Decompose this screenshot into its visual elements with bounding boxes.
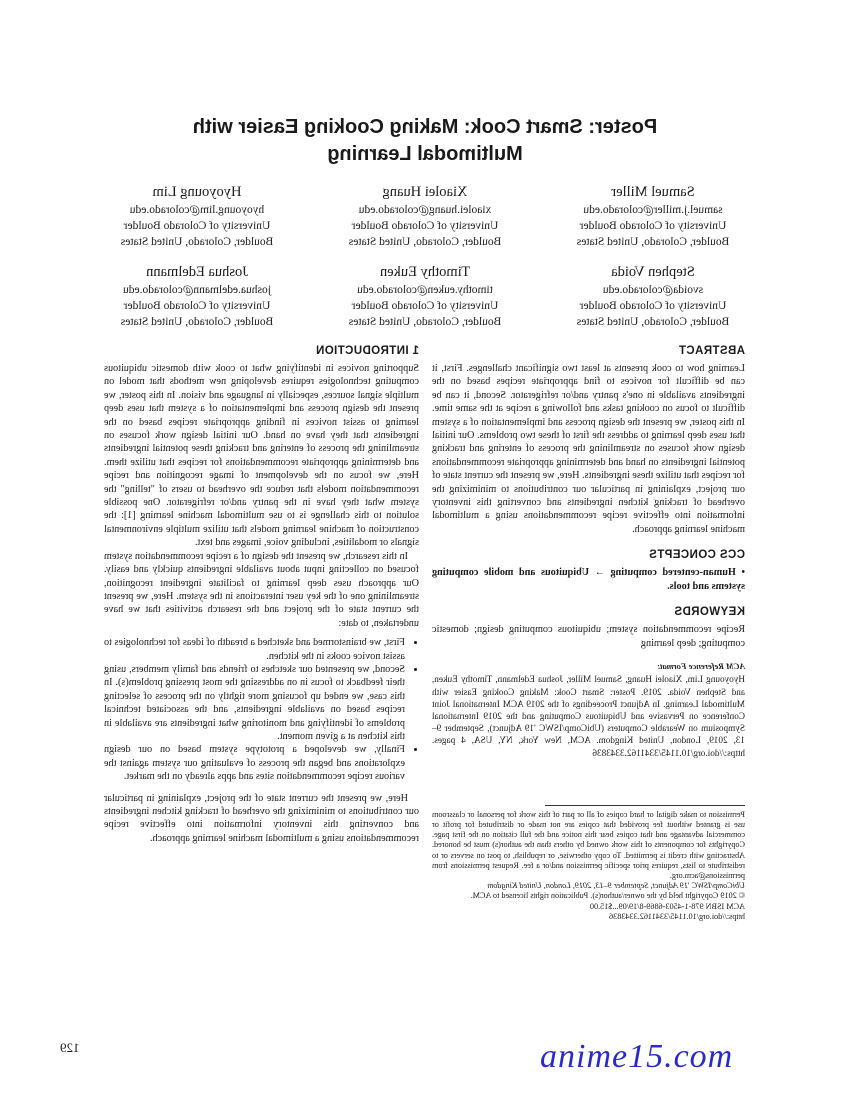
author-name: Samuel Miller [611, 184, 695, 200]
doi-line[interactable]: https://doi.org/10.1145/3341162.3343836 [609, 911, 745, 921]
list-item: • Second, we presented our sketches to friends and family members, using their feedback to focus in on addressing the most pressing problem(s). In this case, we ended up focusing more tightly on the process of selecting recipes based on available ingredients, and the associated technical problems of identifying and monitoring what ingredients are available in this kitchen at a given moment. [104, 663, 405, 743]
ccs-text: • Human-centered computing → Ubiquitous and mobile computing systems and tools. [432, 567, 745, 592]
author-name: Timothy Euken [379, 264, 471, 280]
list-item: • First, we brainstormed and sketched a breadth of ideas for technologies to assist novice cooks in the kitchen. [104, 636, 405, 663]
abstract-column [432, 344, 745, 922]
author-affiliation: University of Colorado Boulder [351, 220, 499, 232]
author-location: Boulder, Colorado, United States [120, 316, 274, 328]
author-name: Hyoyoung Lim [152, 184, 242, 200]
author-affiliation: University of Colorado Boulder [123, 300, 271, 312]
ccs-heading: CCS CONCEPTS [648, 549, 745, 562]
author-email: timothy.euken@colorado.edu [357, 284, 493, 296]
author-location: Boulder, Colorado, United States [348, 236, 502, 248]
author-email: svoida@colorado.edu [602, 284, 704, 296]
author-block [305, 263, 545, 330]
permission-block [432, 810, 745, 922]
reference-format-heading: ACM Reference Format: [657, 660, 745, 671]
abstract-text: Learning how to cook presents at least two significant challenges. First, it can be difficult for novices to find appropriate recipes based on the ingredients available in one's pantry and/or refrigerator. Second, it can be difficult to focus on cooking tasks and following a recipe at the same time. In this poster, we present the design process and implementation of a system that uses deep learning to address the first of these two problems. Our initial design work focuses on streamlining the process of entering and tracking potential ingredients on hand and determining appropriate recommendations for recipes that utilize these ingredients. Here, we present the current state of our project, explaining in particular our contributions to minimizing the overhead of tracking kitchen ingredients and converting this inventory information into effective recipe recommendations using a multimodal machine learning approach. [432, 363, 745, 535]
reference-format-text: Hyoyoung Lim, Xiaolei Huang, Samuel Miller, Joshua Edelmann, Timothy Euken, and Stephen Voida. 2019. Poster: Smart Cook: Making Cooking Easier with Multimodal Learning. In Adjunct Proceedings of the 2019 ACM International Joint Conference on Pervasive and Ubiquitous Computing and the 2019 International Symposium on Wearable Computers (UbiComp/ISWC '19 Adjunct), September 9–13, 2019, London, United Kingdom. ACM, New York, NY, USA, 4 pages. https://doi.org/10.1145/3341162.3343836 [432, 674, 745, 758]
author-email: joshua.edelmann@colorado.edu [123, 284, 271, 296]
author-email: xiaolei.huang@colorado.edu [358, 204, 492, 216]
author-name: Xiaolei Huang [382, 184, 468, 200]
author-block [77, 263, 317, 330]
author-affiliation: University of Colorado Boulder [351, 300, 499, 312]
copyright-line: © 2019 Copyright held by the owner/author(s). Publication rights licensed to ACM. [470, 891, 745, 901]
author-block [533, 183, 773, 250]
author-location: Boulder, Colorado, United States [576, 236, 730, 248]
introduction-heading: 1 INTRODUCTION [315, 345, 419, 357]
conference-line: UbiComp/ISWC '19 Adjunct, September 9–13, 2019, London, United Kingdom [487, 881, 745, 891]
abstract-heading: ABSTRACT [678, 345, 745, 357]
permission-text: Permission to make digital or hard copies of all or part of this work for personal or classroom use is granted without fee provided that copies are not made or distributed for profit or commercial advantage and that copies bear this notice and the full citation on the first page. Copyrights for components of this work owned by others than the author(s) must be honored. Abstracting with credit is permitted. To copy otherwise, or republish, to post on servers or to redistribute to lists, requires prior specific permission and/or a fee. Request permissions from permissions@acm.org. [432, 809, 745, 880]
watermark-logo: anime15.com [540, 1038, 734, 1075]
author-location: Boulder, Colorado, United States [576, 316, 730, 328]
author-block [77, 183, 317, 250]
keywords-text: Recipe recommendation system; ubiquitous computing design; domestic computing; deep learning [432, 624, 745, 649]
introduction-column [104, 344, 419, 845]
author-affiliation: University of Colorado Boulder [579, 220, 727, 232]
intro-paragraph-1: Supporting novices in identifying what to cook with domestic ubiquitous computing technologies requires developing new methods that model on multiple signal sources, especially in language and vision. In this poster, we present the design process and implementation of a system that uses deep learning to assist novices in finding appropriate recipes based on the ingredients that they have on hand. Our initial design work focuses on streamlining the process of entering and tracking these potential ingredients and determining appropriate recommendations for recipes that utilize them. Here, we focus on the development of image recognition and recipe recommendation models that reduce the overhead to users of "telling" the system what they have in the pantry and/or refrigerator. One possible solution to this challenge is to use multimodal machine learning [1]: the construction of machine learning models that utilize multiple environmental signals or modalities, including voice, images and text. [104, 363, 419, 549]
list-item: • Finally, we developed a prototype system based on our design explorations and began the process of evaluating our system against the various recipe recommendation sites and apps already on the market. [104, 743, 405, 783]
author-email: samuel.j.miller@colorado.edu [583, 204, 723, 216]
keywords-heading: KEYWORDS [674, 606, 745, 619]
author-location: Boulder, Colorado, United States [348, 316, 502, 328]
author-location: Boulder, Colorado, United States [120, 236, 274, 248]
author-block [533, 263, 773, 330]
author-name: Stephen Voida [611, 264, 695, 280]
author-affiliation: University of Colorado Boulder [579, 300, 727, 312]
author-affiliation: University of Colorado Boulder [123, 220, 271, 232]
isbn-line: ACM ISBN 978-1-4503-6869-8/19/09...$15.00 [589, 901, 745, 911]
intro-paragraph-3: Here, we present the current state of the project, explaining in particular our contributions to minimizing the overhead of tracking kitchen ingredients and converting this inventory information into effective recipe recommendations using a multimodal machine learning approach. [104, 792, 419, 844]
page-number: 129 [60, 1040, 80, 1055]
intro-paragraph-2: In this research, we present the design of a recipe recommendation system focused on collecting input about available ingredients quickly and easily. Our approach uses deep learning to facilitate ingredient recognition, streamlining one of the key user interactions in the system. Here, we present the current state of the project and the research activities that we have undertaken, to date: [104, 550, 419, 629]
author-email: hyoyoung.lim@colorado.edu [129, 204, 265, 216]
research-activities-list [104, 636, 419, 783]
footnote-rule [545, 805, 745, 806]
paper-title: Poster: Smart Cook: Making Cooking Easier with Multimodal Learning [192, 116, 658, 165]
author-block [305, 183, 545, 250]
author-name: Joshua Edelmann [146, 264, 248, 280]
